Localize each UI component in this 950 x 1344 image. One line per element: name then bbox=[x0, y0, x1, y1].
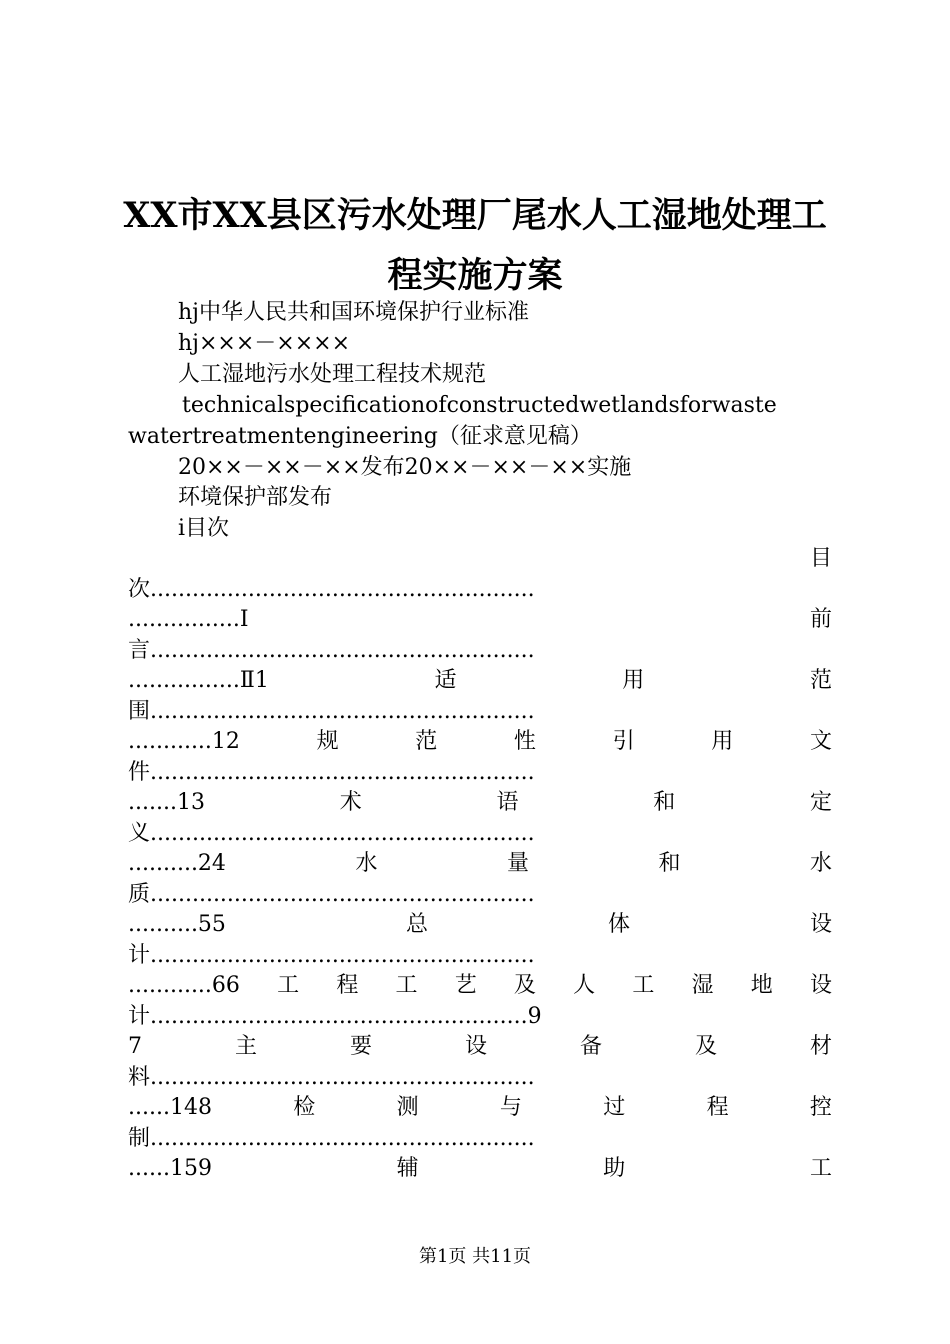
toc-text: 艺 bbox=[454, 973, 477, 998]
publisher-line: 环境保护部发布 bbox=[178, 485, 333, 510]
toc-row bbox=[128, 1002, 832, 1032]
toc-row bbox=[128, 727, 832, 757]
toc-row bbox=[128, 636, 832, 666]
toc-row bbox=[128, 697, 832, 727]
toc-text: ..........24 bbox=[128, 851, 226, 876]
toc-dots: 义....................................................... bbox=[128, 821, 535, 846]
toc-text: 辅 bbox=[396, 1156, 419, 1181]
toc-text: 材 bbox=[809, 1034, 832, 1059]
toc-text: 适 bbox=[434, 668, 457, 693]
toc-text: 7 bbox=[128, 1034, 142, 1059]
toc-text: 和 bbox=[653, 790, 676, 815]
toc-text: 设 bbox=[809, 912, 832, 937]
document-title-line-1: XX市XX县区污水处理厂尾水人工湿地处理工 bbox=[123, 195, 827, 236]
toc-text: 术 bbox=[339, 790, 362, 815]
document-title-line-2: 程实施方案 bbox=[387, 255, 563, 296]
toc-row bbox=[128, 544, 832, 574]
toc-row bbox=[128, 1032, 832, 1062]
toc-row bbox=[128, 849, 832, 879]
toc-text: 范 bbox=[809, 668, 832, 693]
toc-text: 助 bbox=[603, 1156, 626, 1181]
toc-text: 定 bbox=[809, 790, 832, 815]
toc-text: 要 bbox=[349, 1034, 372, 1059]
toc-text: 设 bbox=[464, 1034, 487, 1059]
toc-dots: 围....................................................... bbox=[128, 699, 535, 724]
page-footer: 第1页 共11页 bbox=[418, 1246, 532, 1267]
toc-text: 人 bbox=[573, 973, 596, 998]
toc-row bbox=[128, 819, 832, 849]
toc-row bbox=[128, 1063, 832, 1093]
toc-text: 水 bbox=[809, 851, 832, 876]
toc-text: 检 bbox=[293, 1095, 316, 1120]
toc-text: 及 bbox=[694, 1034, 717, 1059]
toc-text: 总 bbox=[405, 912, 428, 937]
toc-text: 工 bbox=[809, 1156, 832, 1181]
toc-text: ......148 bbox=[128, 1095, 212, 1120]
standard-number-line: hj×××－×××× bbox=[178, 331, 351, 356]
toc-text: .......13 bbox=[128, 790, 205, 815]
toc-dots: 言....................................................... bbox=[128, 638, 535, 663]
toc-text: 用 bbox=[711, 729, 734, 754]
toc-text: 主 bbox=[234, 1034, 257, 1059]
toc-row bbox=[128, 880, 832, 910]
toc-text: 体 bbox=[607, 912, 630, 937]
toc-text: 引 bbox=[612, 729, 635, 754]
toc-text: 范 bbox=[415, 729, 438, 754]
standard-name-line: 人工湿地污水处理工程技术规范 bbox=[178, 362, 487, 387]
toc-row bbox=[128, 910, 832, 940]
toc-dots: 制....................................................... bbox=[128, 1126, 535, 1151]
toc-dots: 次....................................................... bbox=[128, 577, 535, 602]
toc-row bbox=[128, 1124, 832, 1154]
toc-text: ..........55 bbox=[128, 912, 226, 937]
toc-text: 水 bbox=[355, 851, 378, 876]
toc-row bbox=[128, 575, 832, 605]
toc-text: 程 bbox=[706, 1095, 729, 1120]
toc-dots: 计....................................................... bbox=[128, 943, 535, 968]
toc-row bbox=[128, 1093, 832, 1123]
toc-text: 前 bbox=[809, 607, 832, 632]
toc-text: 文 bbox=[809, 729, 832, 754]
toc-text: 量 bbox=[506, 851, 529, 876]
toc-text: 测 bbox=[396, 1095, 419, 1120]
toc-text: 语 bbox=[496, 790, 519, 815]
toc-text: 用 bbox=[622, 668, 645, 693]
toc-text: ............66 bbox=[128, 973, 240, 998]
toc-text: 湿 bbox=[691, 973, 714, 998]
toc-text: 及 bbox=[513, 973, 536, 998]
toc-dots: 质....................................................... bbox=[128, 882, 535, 907]
toc-row bbox=[128, 758, 832, 788]
toc-text: 性 bbox=[513, 729, 536, 754]
toc-text: ......159 bbox=[128, 1156, 212, 1181]
toc-text: ................Ⅰ bbox=[128, 607, 249, 632]
toc-text: 和 bbox=[658, 851, 681, 876]
toc-row bbox=[128, 941, 832, 971]
toc-text: 与 bbox=[499, 1095, 522, 1120]
toc-text: 程 bbox=[336, 973, 359, 998]
toc-row bbox=[128, 1154, 832, 1184]
toc-text: ............12 bbox=[128, 729, 240, 754]
toc-dots: 件....................................................... bbox=[128, 760, 535, 785]
standard-header-line: hj中华人民共和国环境保护行业标准 bbox=[178, 300, 529, 325]
toc-row bbox=[128, 971, 832, 1001]
toc-text: 工 bbox=[395, 973, 418, 998]
toc-text: 设 bbox=[809, 973, 832, 998]
toc-text: 过 bbox=[603, 1095, 626, 1120]
toc-text: 工 bbox=[632, 973, 655, 998]
toc-row bbox=[128, 788, 832, 818]
toc-dots: 料....................................................... bbox=[128, 1065, 535, 1090]
toc-text: 目 bbox=[809, 546, 832, 571]
toc-text: 工 bbox=[277, 973, 300, 998]
release-date-line: 20××－××－××发布20××－××－××实施 bbox=[178, 455, 632, 480]
toc-text: ................Ⅱ1 bbox=[128, 668, 269, 693]
toc-row bbox=[128, 666, 832, 696]
english-title-line-2: watertreatmentengineering（征求意见稿） bbox=[128, 424, 592, 449]
toc-text: 备 bbox=[579, 1034, 602, 1059]
toc-text: 控 bbox=[809, 1095, 832, 1120]
english-title-line-1: technicalspecificationofconstructedwetlandsforwaste bbox=[182, 393, 777, 418]
contents-heading: i目次 bbox=[178, 516, 230, 541]
toc-dots: 计......................................................9 bbox=[128, 1004, 542, 1029]
toc-row bbox=[128, 605, 832, 635]
toc-text: 地 bbox=[750, 973, 773, 998]
toc-text: 规 bbox=[316, 729, 339, 754]
